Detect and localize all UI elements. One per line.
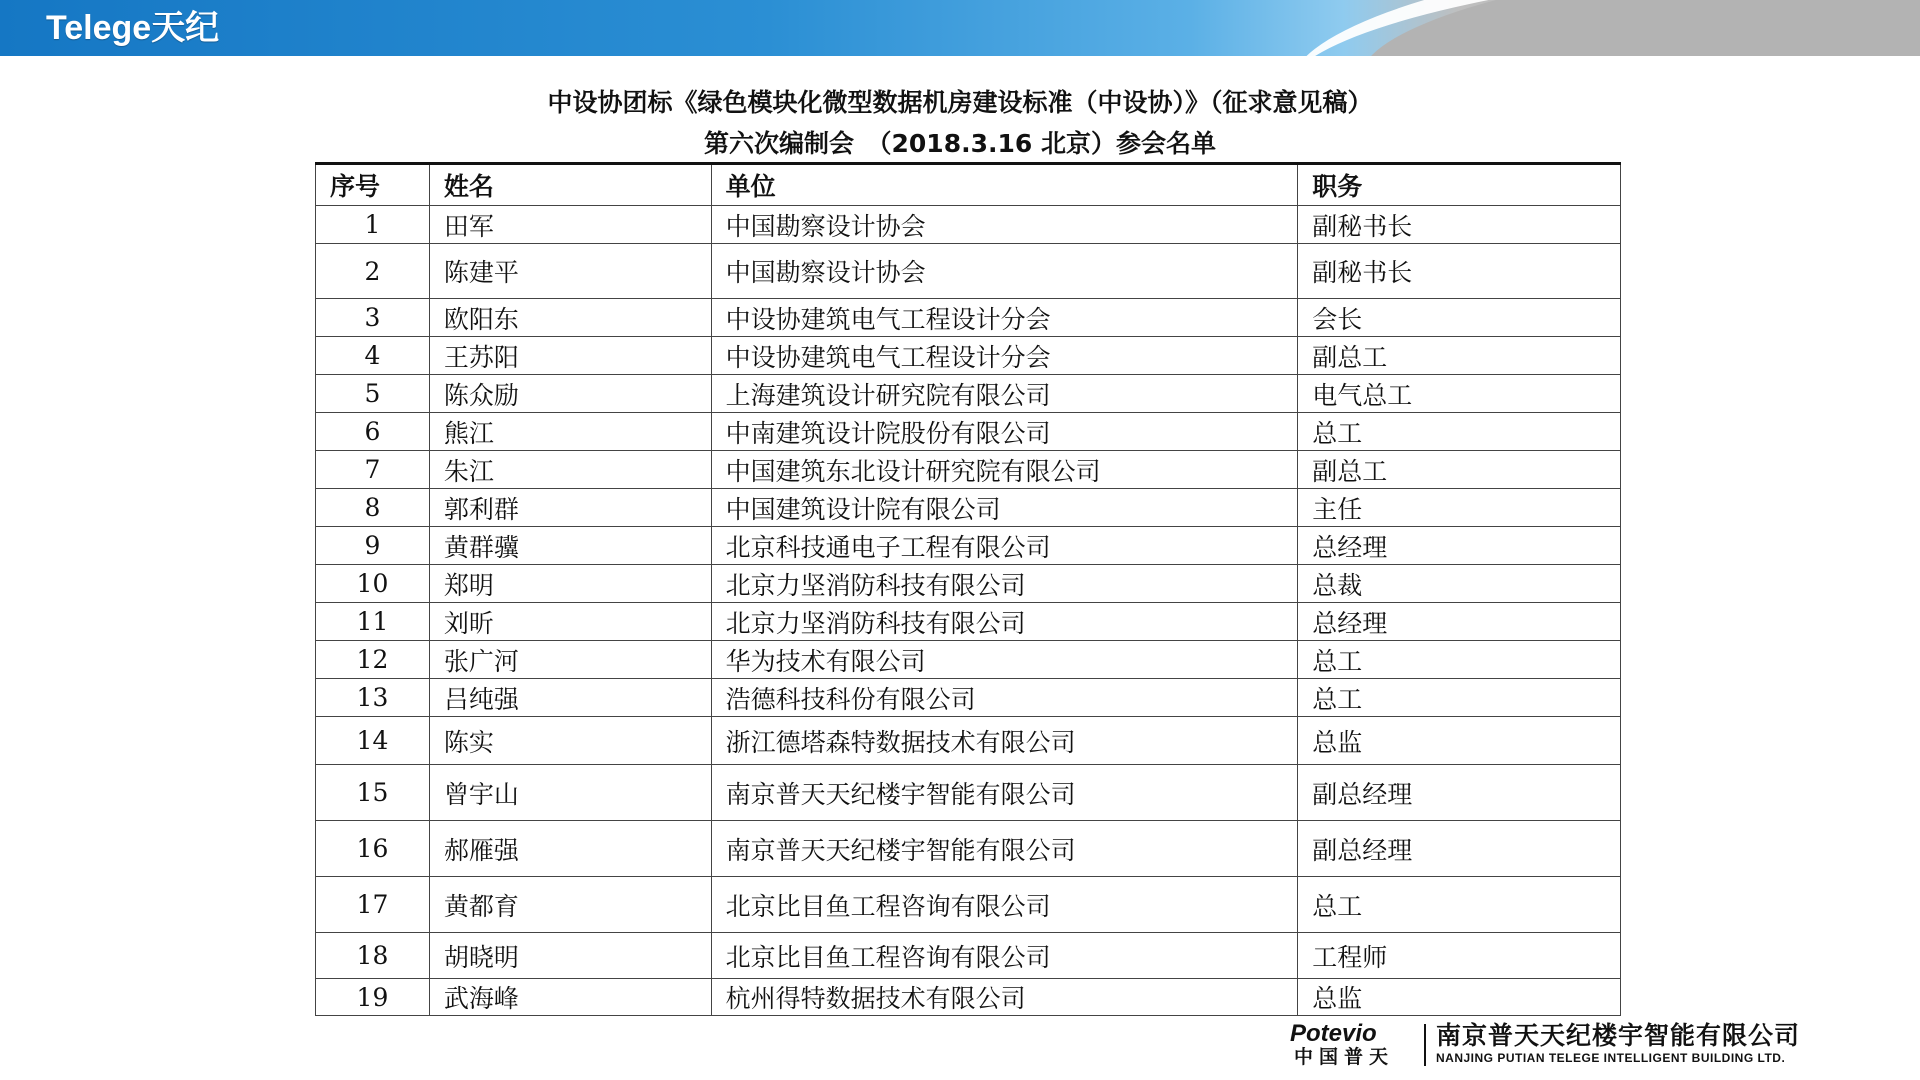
cell-org: 中国勘察设计协会 [711,244,1298,299]
cell-org: 北京力坚消防科技有限公司 [711,565,1298,603]
cell-name: 张广河 [429,641,711,679]
cell-org: 南京普天天纪楼宇智能有限公司 [711,765,1298,821]
table-row [316,206,1621,244]
cell-seq: 14 [316,717,430,765]
table-row [316,717,1621,765]
cell-org: 北京力坚消防科技有限公司 [711,603,1298,641]
table-row [316,679,1621,717]
cell-name: 陈实 [429,717,711,765]
cell-seq: 1 [316,206,430,244]
cell-role: 工程师 [1298,933,1621,979]
header-name: 姓名 [429,164,711,206]
cell-role: 会长 [1298,299,1621,337]
cell-role: 总工 [1298,641,1621,679]
potevio-logo: Potevio [1290,1020,1377,1047]
table-row [316,641,1621,679]
header-org: 单位 [711,164,1298,206]
document-title: 中设协团标《绿色模块化微型数据机房建设标准（中设协）》（征求意见稿） [547,88,1373,117]
cell-seq: 16 [316,821,430,877]
cell-role: 副总经理 [1298,821,1621,877]
cell-role: 总工 [1298,413,1621,451]
company-name-cn: 南京普天天纪楼宇智能有限公司 [1436,1021,1801,1050]
header-seq: 序号 [316,164,430,206]
cell-role: 副总经理 [1298,765,1621,821]
cell-name: 郑明 [429,565,711,603]
cell-seq: 7 [316,451,430,489]
cell-name: 陈建平 [429,244,711,299]
table-row [316,299,1621,337]
table-row [316,451,1621,489]
cell-org: 北京科技通电子工程有限公司 [711,527,1298,565]
footer-divider [1424,1024,1426,1066]
document-subtitle: 第六次编制会 （2018.3.16 北京）参会名单 [704,129,1216,158]
cell-seq: 15 [316,765,430,821]
cell-role: 总经理 [1298,603,1621,641]
cell-role: 总工 [1298,679,1621,717]
cell-seq: 13 [316,679,430,717]
cell-seq: 11 [316,603,430,641]
cell-name: 熊江 [429,413,711,451]
table-row [316,765,1621,821]
cell-name: 陈众励 [429,375,711,413]
header-band [0,0,1920,56]
cell-role: 副秘书长 [1298,206,1621,244]
cell-name: 吕纯强 [429,679,711,717]
table-row [316,489,1621,527]
table-row [316,877,1621,933]
cell-org: 中南建筑设计院股份有限公司 [711,413,1298,451]
cell-seq: 2 [316,244,430,299]
table-row [316,337,1621,375]
cell-seq: 6 [316,413,430,451]
cell-seq: 3 [316,299,430,337]
cell-name: 郝雁强 [429,821,711,877]
brand-logo: Telege天纪 [46,9,220,47]
cell-role: 副总工 [1298,451,1621,489]
cell-org: 中设协建筑电气工程设计分会 [711,337,1298,375]
cell-role: 副秘书长 [1298,244,1621,299]
cell-org: 中国建筑东北设计研究院有限公司 [711,451,1298,489]
cell-name: 王苏阳 [429,337,711,375]
company-name-en: NANJING PUTIAN TELEGE INTELLIGENT BUILDING LTD. [1436,1051,1786,1065]
table-header-row [316,164,1621,206]
cell-name: 欧阳东 [429,299,711,337]
table-body [316,206,1621,1016]
cell-name: 黄群骥 [429,527,711,565]
cell-name: 田军 [429,206,711,244]
cell-seq: 9 [316,527,430,565]
cell-role: 总监 [1298,717,1621,765]
cell-role: 电气总工 [1298,375,1621,413]
cell-name: 郭利群 [429,489,711,527]
cell-org: 上海建筑设计研究院有限公司 [711,375,1298,413]
cell-org: 华为技术有限公司 [711,641,1298,679]
cell-name: 黄都育 [429,877,711,933]
cell-seq: 12 [316,641,430,679]
cell-org: 中设协建筑电气工程设计分会 [711,299,1298,337]
table-row [316,375,1621,413]
cell-seq: 4 [316,337,430,375]
cell-org: 浙江德塔森特数据技术有限公司 [711,717,1298,765]
cell-seq: 10 [316,565,430,603]
cell-org: 中国勘察设计协会 [711,206,1298,244]
cell-role: 副总工 [1298,337,1621,375]
cell-org: 南京普天天纪楼宇智能有限公司 [711,821,1298,877]
cell-role: 总监 [1298,979,1621,1016]
cell-seq: 17 [316,877,430,933]
table-row [316,244,1621,299]
cell-role: 主任 [1298,489,1621,527]
cell-name: 武海峰 [429,979,711,1016]
cell-seq: 19 [316,979,430,1016]
cell-name: 朱江 [429,451,711,489]
table-row [316,565,1621,603]
potevio-logo-cn: 中国普天 [1294,1046,1395,1068]
cell-seq: 5 [316,375,430,413]
cell-name: 曾宇山 [429,765,711,821]
cell-role: 总经理 [1298,527,1621,565]
footer-logo-block [1290,1022,1900,1068]
table-row [316,821,1621,877]
cell-role: 总裁 [1298,565,1621,603]
table-row [316,413,1621,451]
table-row [316,527,1621,565]
table-row [316,603,1621,641]
cell-seq: 8 [316,489,430,527]
cell-org: 浩德科技科份有限公司 [711,679,1298,717]
cell-org: 中国建筑设计院有限公司 [711,489,1298,527]
cell-name: 刘昕 [429,603,711,641]
cell-name: 胡晓明 [429,933,711,979]
header-swoosh-white [1283,0,1920,56]
cell-org: 北京比目鱼工程咨询有限公司 [711,933,1298,979]
cell-org: 北京比目鱼工程咨询有限公司 [711,877,1298,933]
attendee-table [315,162,1621,1016]
cell-seq: 18 [316,933,430,979]
cell-role: 总工 [1298,877,1621,933]
header-role: 职务 [1298,164,1621,206]
cell-org: 杭州得特数据技术有限公司 [711,979,1298,1016]
table-row [316,979,1621,1016]
table-row [316,933,1621,979]
